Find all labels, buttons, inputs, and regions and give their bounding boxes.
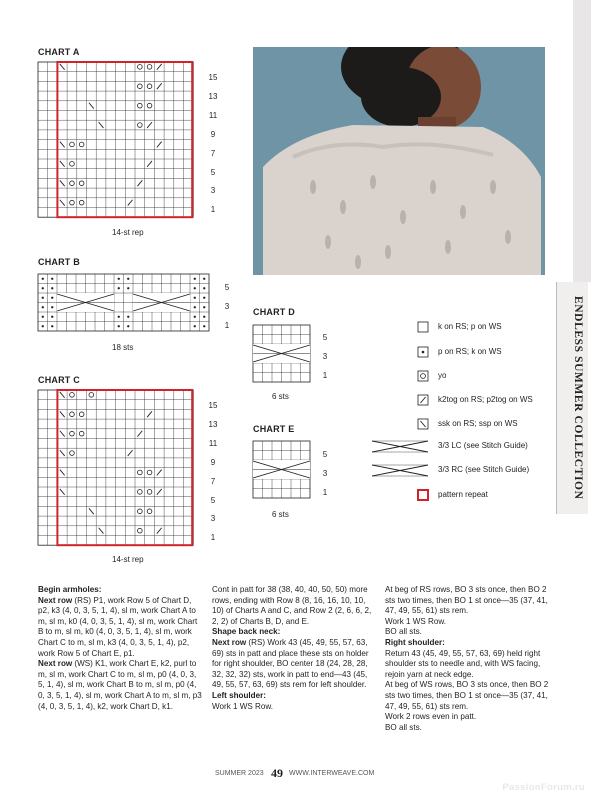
text-bo-ws: At beg of WS rows, BO 3 sts once, then BO 2 sts two times, then BO 1 st once—35 (37, 41, 47, 49, 55, 61) sts rem. — [385, 680, 549, 711]
chart-e-sts: 6 sts — [272, 510, 289, 519]
text-bo-rs: At beg of RS rows, BO 3 sts once, then BO 2 sts two times, then BO 1 st once—35 (37, 41, 47, 49, 55, 61) sts rem. — [385, 585, 548, 616]
cable-right-icon — [372, 464, 432, 478]
instructions-column-1 — [38, 585, 204, 712]
legend-label: p on RS; k on WS — [438, 347, 502, 356]
heading-next-row-ws: Next row — [38, 659, 73, 669]
row-number: 13 — [208, 419, 218, 429]
purl-symbol — [194, 316, 196, 318]
purl-symbol — [118, 287, 120, 289]
purl-symbol — [51, 325, 53, 327]
photo-illustration — [253, 47, 545, 275]
purl-symbol — [42, 287, 44, 289]
purl-symbol — [203, 325, 205, 327]
text-next-row-neck: (RS) Work 43 (45, 49, 55, 57, 63, 69) sts in patt and place these sts on holder for right shoulder, BO center 18 (24, 28, 28, 32, 32, 32) sts, work in patt to end—43 (45, 49, 55, 57, 63, 69) sts rem for left shoulder. — [212, 637, 369, 690]
purl-symbol — [42, 297, 44, 299]
purl-symbol — [51, 278, 53, 280]
chart-a-rep: 14-st rep — [112, 228, 144, 237]
text-left-shoulder: Work 1 WS Row. — [212, 701, 274, 711]
legend-item — [372, 346, 552, 360]
text-cont-in-patt: Cont in patt for 38 (38, 40, 40, 50, 50) more rows, ending with Row 8 (8, 16, 16, 10, 10, 10) of Charts A and C, and Row 2 (2, 6, 6, 2, 2, 2) of Charts B, D, and E. — [212, 585, 372, 626]
chart-e-grid — [253, 441, 313, 497]
purl-symbol — [127, 278, 129, 280]
cable-symbol — [57, 293, 114, 312]
legend-label: k on RS; p on WS — [438, 322, 502, 331]
footer-site: WWW.INTERWEAVE.COM — [289, 770, 375, 777]
dot-square-icon — [372, 346, 432, 360]
legend-label: 3/3 LC (see Stitch Guide) — [438, 441, 528, 450]
purl-symbol — [127, 325, 129, 327]
legend-item — [372, 394, 552, 408]
legend-item — [372, 321, 552, 335]
purl-symbol — [203, 287, 205, 289]
purl-symbol — [194, 287, 196, 289]
row-number: 9 — [210, 129, 216, 139]
chart-d-grid — [253, 325, 313, 381]
purl-symbol — [203, 316, 205, 318]
purl-symbol — [42, 306, 44, 308]
row-number: 3 — [224, 302, 230, 311]
legend-item — [372, 464, 552, 478]
cable-symbol — [133, 293, 190, 312]
heading-next-row-rs: Next row — [38, 595, 73, 605]
row-number: 11 — [208, 110, 218, 120]
heading-next-row-neck: Next row — [212, 637, 247, 647]
instructions-column-3 — [385, 585, 551, 733]
purl-symbol — [51, 297, 53, 299]
purl-symbol — [118, 278, 120, 280]
legend-label: yo — [438, 371, 447, 380]
purl-symbol — [194, 278, 196, 280]
row-number: 15 — [208, 73, 218, 82]
text-bo-all-2: BO all sts. — [385, 722, 422, 732]
text-next-row-rs: (RS) P1, work Row 5 of Chart D, p2, k3 (4, 0, 3, 5, 1, 4), sl m, work Chart A to m, sl m, k0 (4, 0, 3, 5, 1, 4), sl m, work Chart B to m, sl m, k0 (4, 0, 3, 5, 1, 4), sl m, work Chart C to m, sl m, k3 (4, 0, 3, 5, 1, 4), p2, work Row 5 of Chart E, p1. — [38, 595, 198, 658]
chart-b-sts: 18 sts — [112, 343, 134, 352]
blank-square-icon — [372, 321, 432, 335]
row-number: 5 — [210, 495, 216, 505]
row-number: 3 — [210, 186, 216, 196]
row-number: 11 — [208, 438, 218, 448]
red-box-icon — [372, 489, 432, 503]
chart-c-title: CHART C — [38, 375, 80, 385]
row-number: 7 — [210, 148, 216, 158]
purl-symbol — [127, 287, 129, 289]
purl-symbol — [194, 297, 196, 299]
heading-left-shoulder: Left shoulder: — [212, 690, 266, 700]
chart-c-rep: 14-st rep — [112, 555, 144, 564]
cable-left-icon — [372, 440, 432, 454]
heading-begin-armholes: Begin armholes: — [38, 585, 102, 594]
legend-label: k2tog on RS; p2tog on WS — [438, 395, 533, 404]
purl-symbol — [127, 316, 129, 318]
chart-a-title: CHART A — [38, 47, 80, 57]
chart-b-title: CHART B — [38, 257, 80, 267]
row-number: 7 — [210, 476, 216, 486]
purl-symbol — [203, 297, 205, 299]
purl-symbol — [118, 325, 120, 327]
row-number: 1 — [210, 533, 216, 543]
purl-symbol — [203, 278, 205, 280]
purl-symbol — [51, 287, 53, 289]
row-number: 9 — [210, 457, 216, 467]
heading-shape-back-neck: Shape back neck: — [212, 627, 281, 637]
chart-a-grid — [38, 62, 200, 217]
purl-symbol — [51, 306, 53, 308]
purl-symbol — [194, 306, 196, 308]
purl-symbol — [194, 325, 196, 327]
footer-season: SUMMER 2023 — [215, 770, 264, 777]
left-slash-square-icon — [372, 418, 432, 432]
row-number: 5 — [210, 167, 216, 177]
legend-label: 3/3 RC (see Stitch Guide) — [438, 465, 530, 474]
heading-right-shoulder: Right shoulder: — [385, 637, 445, 647]
circle-square-icon — [372, 370, 432, 384]
row-number: 3 — [210, 514, 216, 524]
right-slash-square-icon — [372, 394, 432, 408]
row-number: 5 — [224, 283, 230, 292]
row-number: 5 — [322, 333, 328, 342]
row-number: 13 — [208, 91, 218, 101]
cable-symbol — [253, 460, 310, 479]
model-photo — [253, 47, 545, 275]
row-number: 1 — [210, 205, 216, 215]
text-return-sts: Return 43 (45, 49, 55, 57, 63, 69) held right shoulder sts to needle and, with WS facing, rejoin yarn at neck edge. — [385, 648, 541, 679]
section-tab-label: ENDLESS SUMMER COLLECTION — [572, 296, 584, 500]
chart-d-sts: 6 sts — [272, 392, 289, 401]
instructions-column-2 — [212, 585, 376, 712]
chart-c-grid — [38, 390, 200, 545]
watermark: PassionForum.ru — [502, 782, 585, 793]
row-number: 15 — [208, 401, 218, 410]
legend-item — [372, 418, 552, 432]
legend-item — [372, 489, 552, 503]
purl-symbol — [203, 306, 205, 308]
purl-symbol — [42, 316, 44, 318]
chart-e-title: CHART E — [253, 424, 295, 434]
legend-item — [372, 370, 552, 384]
chart-d-title: CHART D — [253, 307, 295, 317]
text-work-ws-row: Work 1 WS Row. — [385, 616, 447, 626]
row-number: 3 — [322, 469, 328, 478]
text-work-even: Work 2 rows even in patt. — [385, 712, 477, 722]
purl-symbol — [42, 325, 44, 327]
legend-label: pattern repeat — [438, 490, 488, 499]
purl-symbol — [51, 316, 53, 318]
cable-symbol — [253, 344, 310, 363]
sidebar-strip — [573, 0, 591, 282]
row-number: 5 — [322, 450, 328, 459]
text-bo-all-1: BO all sts. — [385, 627, 422, 637]
chart-b-grid — [38, 274, 212, 330]
legend-label: ssk on RS; ssp on WS — [438, 419, 518, 428]
row-number: 1 — [322, 488, 328, 497]
row-number: 3 — [322, 352, 328, 361]
purl-symbol — [118, 316, 120, 318]
row-number: 1 — [322, 371, 328, 380]
purl-symbol — [42, 278, 44, 280]
page-number: 49 — [271, 766, 283, 780]
text-next-row-ws: (WS) K1, work Chart E, k2, purl to m, sl m, work Chart C to m, sl m, p0 (4, 0, 3, 5, 1, 4), sl m, work Chart B to m, sl m, p0 (4, 0, 3, 5, 1, 4), sl m, work Chart A to m, sl m, p3 (4, 0, 3, 5, 1, 4), k2, work Chart D, k1. — [38, 659, 202, 711]
legend-item — [372, 440, 552, 454]
row-number: 1 — [224, 321, 230, 330]
